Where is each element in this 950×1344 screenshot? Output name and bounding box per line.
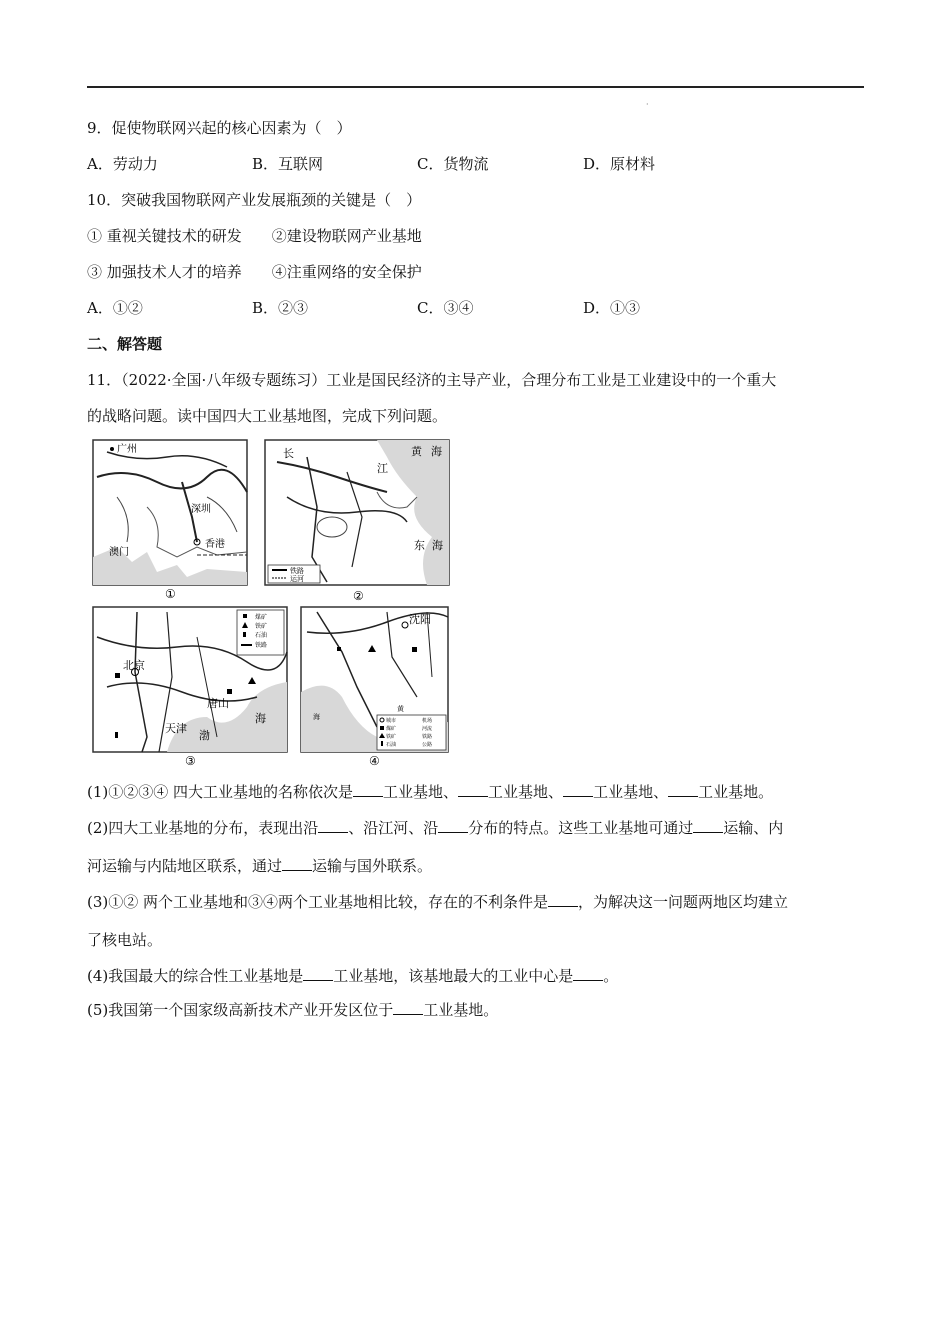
map3-number: ③ (185, 754, 196, 767)
map4-legend-railway: 铁路 (422, 734, 433, 740)
answer-blank[interactable] (693, 818, 723, 833)
q11-p2-text: 河运输与内陆地区联系，通过 (87, 857, 283, 875)
map4-legend-coal: 煤矿 (386, 726, 397, 732)
q9-stem: 9．促使物联网兴起的核心因素为（ ） (87, 119, 352, 137)
q11-p2-text: 、沿江河、沿 (348, 819, 439, 837)
answer-blank[interactable] (548, 892, 578, 907)
q11-part4 (87, 966, 618, 986)
map4-label-shenyang: 沈阳 (409, 613, 431, 626)
q10-items-line2: ③ 加强技术人才的培养 ④注重网络的安全保护 (87, 263, 422, 281)
q11-part1 (87, 782, 773, 802)
q11-part2-line1 (87, 818, 783, 838)
q11-p1-text: 工业基地、 (488, 783, 564, 801)
q11-p1-text: 工业基地、 (593, 783, 669, 801)
answer-blank[interactable] (458, 782, 488, 797)
map3-label-hai: 海 (255, 712, 266, 725)
map3-legend-oil: 石油 (255, 632, 268, 639)
q11-p2-text: 运输与国外联系。 (312, 857, 433, 875)
map2-number: ② (353, 589, 364, 603)
map2-legend-canal: 运河 (290, 575, 304, 583)
answer-blank[interactable] (353, 782, 383, 797)
q11-p4-text: 工业基地，该基地最大的工业中心是 (333, 967, 574, 985)
map4-legend-airport: 机场 (422, 718, 433, 724)
map-2 (265, 440, 449, 603)
map4-legend-city: 城市 (386, 718, 397, 724)
map4-legend-iron: 铁矿 (386, 734, 397, 740)
q9-option-c[interactable]: C．货物流 (417, 155, 489, 173)
q11-part5 (87, 1000, 498, 1020)
map1-label-macau: 澳门 (109, 547, 129, 558)
q11-part3-line1 (87, 892, 788, 912)
map3-legend-iron: 铁矿 (255, 623, 268, 630)
header-dot: · (646, 100, 649, 109)
four-industrial-bases-figure (87, 437, 467, 767)
q11-p2-text: (2)四大工业基地的分布，表现出沿 (87, 819, 319, 837)
q11-p4-text: (4)我国最大的综合性工业基地是 (87, 967, 304, 985)
map1-label-hongkong: 香港 (205, 539, 225, 550)
map2-label-jiang: 江 (377, 462, 388, 475)
q10-option-b[interactable]: B．②③ (252, 299, 309, 317)
q10-items-line1: ① 重视关键技术的研发 ②建设物联网产业基地 (87, 227, 422, 245)
map1-label-shenzhen: 深圳 (191, 504, 211, 515)
header-rule (87, 86, 864, 88)
q11-p3-text: (3)①② 两个工业基地和③④两个工业基地相比较，存在的不利条件是 (87, 893, 549, 911)
q11-p1-text: 工业基地。 (698, 783, 774, 801)
q11-p2-text: 运输、内 (723, 819, 784, 837)
map1-number: ① (165, 587, 176, 601)
q11-stem-line1: 11．（2022·全国·八年级专题练习）工业是国民经济的主导产业，合理分布工业是工业建设中的一个重大 (87, 371, 777, 389)
q11-part2-line2 (87, 856, 432, 876)
q11-p1-text: (1)①②③④ 四大工业基地的名称依次是 (87, 783, 354, 801)
q11-stem-line2: 的战略问题。读中国四大工业基地图，完成下列问题。 (87, 407, 448, 425)
map4-legend-road: 公路 (422, 742, 433, 748)
map-1 (93, 440, 247, 601)
q9-option-a[interactable]: A．劳动力 (87, 155, 158, 173)
q11-p1-text: 工业基地、 (383, 783, 459, 801)
map3-label-tianjin: 天津 (165, 722, 187, 735)
q11-p4-text: 。 (603, 967, 619, 985)
answer-blank[interactable] (318, 818, 348, 833)
q10-option-c[interactable]: C．③④ (417, 299, 474, 317)
map2-legend-railway: 铁路 (290, 567, 304, 575)
q10-stem: 10．突破我国物联网产业发展瓶颈的关键是（ ） (87, 191, 422, 209)
map4-label-hai: 海 (313, 713, 320, 721)
answer-blank[interactable] (668, 782, 698, 797)
q10-option-a[interactable]: A．①② (87, 299, 143, 317)
map4-number: ④ (369, 754, 380, 767)
q10-option-d[interactable]: D．①③ (583, 299, 641, 317)
map3-legend-coal: 煤矿 (255, 614, 268, 621)
map2-label-hai2: 海 (432, 539, 443, 552)
map3-label-tangshan: 唐山 (207, 697, 229, 710)
map2-label-hai1: 海 (431, 445, 442, 458)
map4-legend-oil: 石油 (386, 742, 397, 748)
q9-option-b[interactable]: B．互联网 (252, 155, 324, 173)
map4-legend-river: 河流 (422, 726, 433, 732)
section-heading: 二、解答题 (87, 335, 163, 353)
map3-legend-railway: 铁路 (255, 642, 268, 649)
answer-blank[interactable] (282, 856, 312, 871)
map1-label-guangzhou: 广州 (117, 444, 137, 455)
answer-blank[interactable] (573, 966, 603, 981)
answer-blank[interactable] (438, 818, 468, 833)
answer-blank[interactable] (393, 1000, 423, 1015)
q11-p5-text: (5)我国第一个国家级高新技术产业开发区位于 (87, 1001, 394, 1019)
q11-p5-text: 工业基地。 (423, 1001, 499, 1019)
q11-p3-text: ，为解决这一问题两地区均建立 (578, 893, 789, 911)
map2-label-chang: 长 (283, 447, 294, 460)
map3-label-beijing: 北京 (123, 659, 145, 672)
q11-p2-text: 分布的特点。这些工业基地可通过 (468, 819, 694, 837)
map2-label-huang: 黄 (411, 445, 422, 458)
map4-label-huang: 黄 (397, 705, 404, 713)
map2-label-dong: 东 (414, 539, 425, 552)
answer-blank[interactable] (563, 782, 593, 797)
q11-part3-line2: 了核电站。 (87, 931, 163, 949)
q9-option-d[interactable]: D．原材料 (583, 155, 656, 173)
map-3 (93, 607, 287, 767)
map-4 (301, 607, 448, 767)
map3-label-bo: 渤 (199, 729, 210, 742)
answer-blank[interactable] (303, 966, 333, 981)
